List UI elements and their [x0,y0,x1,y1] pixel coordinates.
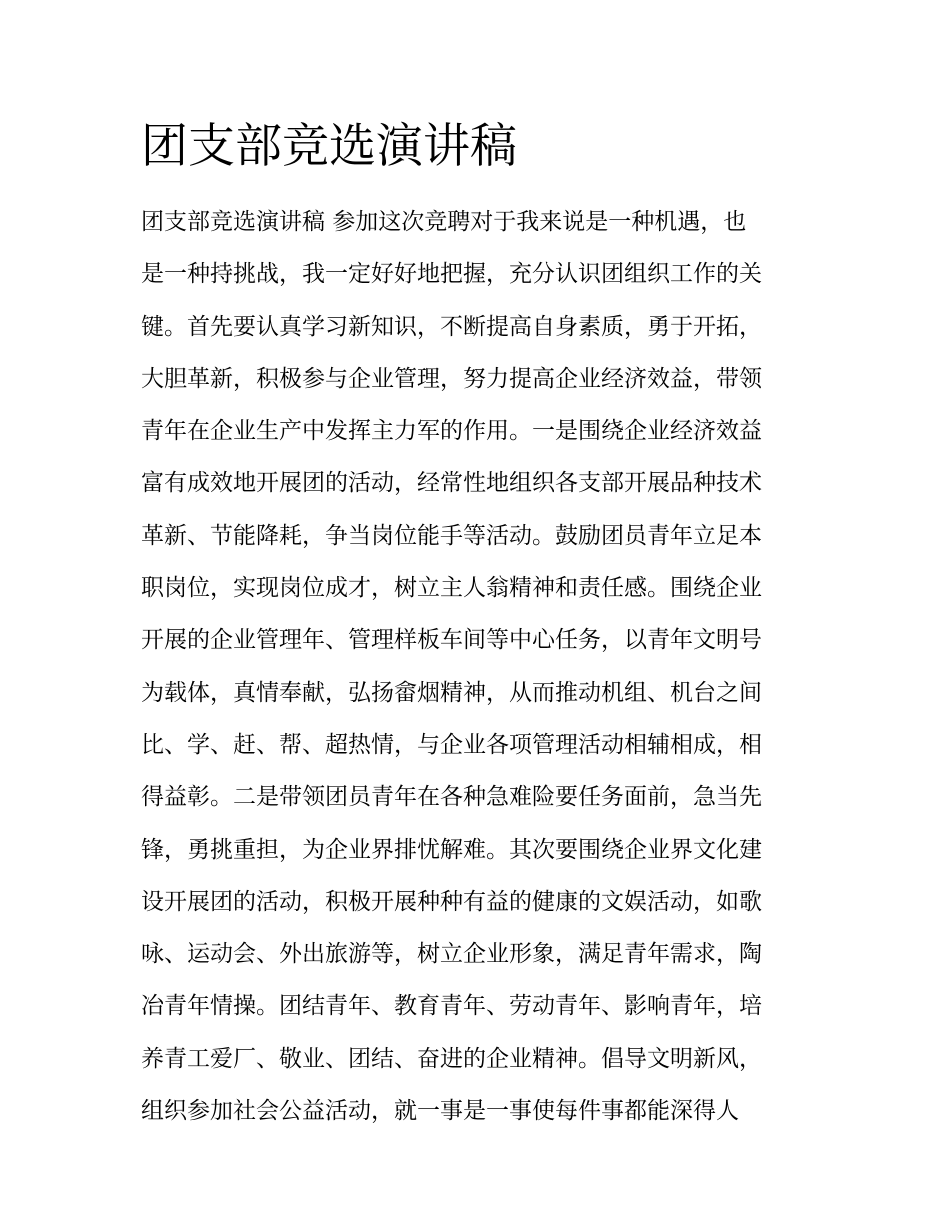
text-line: 为载体，真情奉献，弘扬畲烟精神，从而推动机组、机台之间 [141,679,762,706]
text-line: 开展的企业管理年、管理样板车间等中心任务，以青年文明号 [141,627,762,654]
text-line: 革新、节能降耗，争当岗位能手等活动。鼓励团员青年立足本 [141,522,762,549]
text-line: 是一种持挑战，我一定好好地把握，充分认识团组织工作的关 [141,261,762,288]
text-line: 职岗位，实现岗位成才，树立主人翁精神和责任感。围绕企业 [141,575,762,602]
text-line: 咏、运动会、外出旅游等，树立企业形象，满足青年需求，陶 [141,941,762,968]
body-text [141,205,821,1146]
text-line: 锋，勇挑重担，为企业界排忧解难。其次要围绕企业界文化建 [141,836,762,863]
text-line: 比、学、赶、帮、超热情，与企业各项管理活动相辅相成，相 [141,731,762,758]
text-line: 冶青年情操。团结青年、教育青年、劳动青年、影响青年，培 [141,993,762,1020]
text-line: 设开展团的活动，积极开展种种有益的健康的文娱活动，如歌 [141,888,762,915]
text-line: 组织参加社会公益活动，就一事是一事使每件事都能深得人 [141,1098,739,1125]
page-title: 团支部竞选演讲稿 [141,119,517,174]
text-line: 青年在企业生产中发挥主力军的作用。一是围绕企业经济效益 [141,418,762,445]
text-line: 得益彰。二是带领团员青年在各种急难险要任务面前，急当先 [141,784,762,811]
text-line: 大胆革新，积极参与企业管理，努力提高企业经济效益，带领 [141,365,762,392]
text-line: 键。首先要认真学习新知识，不断提高自身素质，勇于开拓， [141,313,762,340]
text-line: 富有成效地开展团的活动，经常性地组织各支部开展品种技术 [141,470,762,497]
text-line: 团支部竞选演讲稿 参加这次竞聘对于我来说是一种机遇，也 [141,209,747,235]
text-line: 养青工爱厂、敬业、团结、奋进的企业精神。倡导文明新风， [141,1045,762,1072]
